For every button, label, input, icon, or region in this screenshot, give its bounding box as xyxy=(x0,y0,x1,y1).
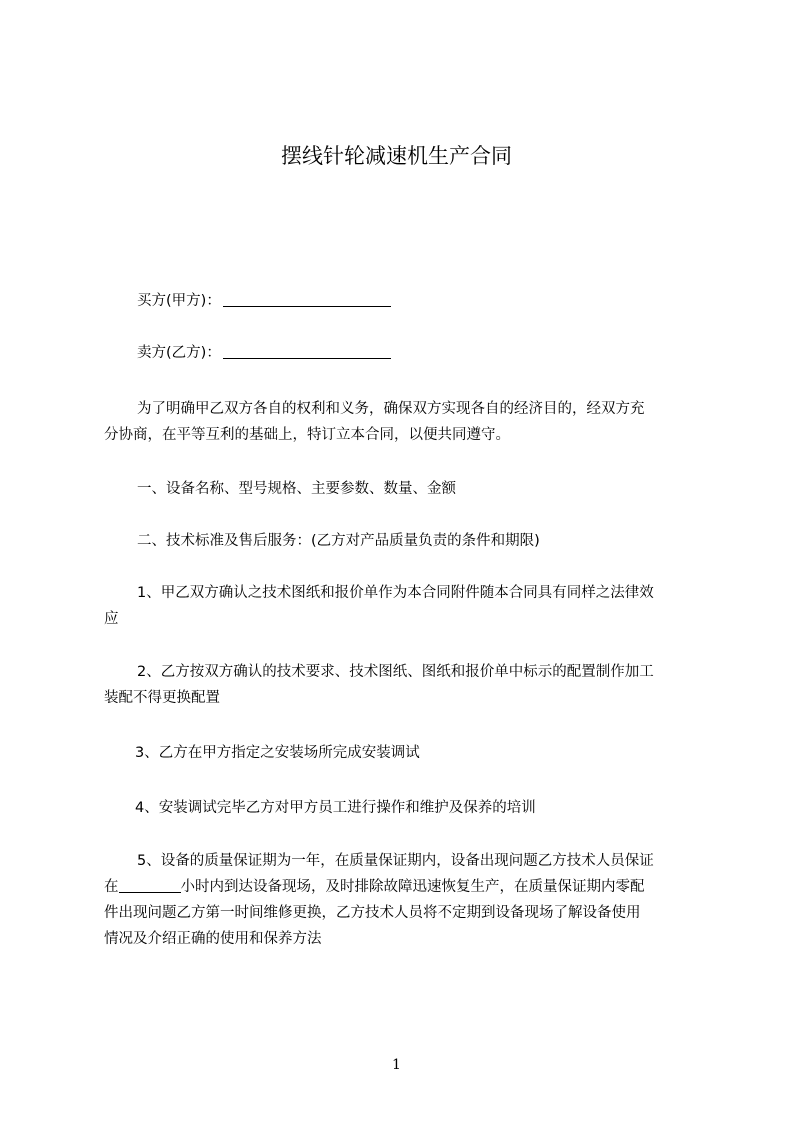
seller-blank[interactable] xyxy=(223,342,391,359)
item-5-line-1: 5、设备的质量保证期为一年，在质量保证期内，设备出现问题乙方技术人员保证 xyxy=(137,853,654,869)
section-1-heading: 一、设备名称、型号规格、主要参数、数量、金额 xyxy=(137,481,456,497)
seller-label: 卖方(乙方)： xyxy=(137,345,221,361)
item-4-line: 4、安装调试完毕乙方对甲方员工进行操作和维护及保养的培训 xyxy=(135,800,536,816)
section-2-heading: 二、技术标准及售后服务：(乙方对产品质量负责的条件和期限) xyxy=(137,533,540,549)
buyer-blank[interactable] xyxy=(223,290,391,307)
document-title: 摆线针轮减速机生产合同 xyxy=(281,144,512,168)
buyer-label: 买方(甲方)： xyxy=(137,293,221,309)
item-1-line-2: 应 xyxy=(104,611,119,627)
item-5-line-4: 情况及介绍正确的使用和保养方法 xyxy=(104,931,322,947)
item-5-line-3: 件出现问题乙方第一时间维修更换，乙方技术人员将不定期到设备现场了解设备使用 xyxy=(104,905,641,921)
page-number: 1 xyxy=(392,1057,401,1073)
item-2-line-1: 2、乙方按双方确认的技术要求、技术图纸、图纸和报价单中标示的配置制作加工 xyxy=(137,664,654,680)
item-2-paragraph xyxy=(104,659,714,711)
item-1-paragraph xyxy=(104,580,714,632)
item-5-line-2-prefix: 在 xyxy=(104,879,119,895)
item-5-line-2 xyxy=(104,874,714,900)
item-2-line-2: 装配不得更换配置 xyxy=(104,690,220,706)
item-3-line: 3、乙方在甲方指定之安装场所完成安装调试 xyxy=(135,745,420,761)
item-5-paragraph xyxy=(104,848,714,952)
hours-blank[interactable] xyxy=(119,876,181,893)
intro-line-1: 为了明确甲乙双方各自的权利和义务，确保双方实现各自的经济目的，经双方充 xyxy=(137,401,645,417)
buyer-line xyxy=(137,288,747,314)
seller-line xyxy=(137,340,747,366)
intro-line-2: 分协商，在平等互利的基础上，特订立本合同，以便共同遵守。 xyxy=(104,427,510,443)
intro-paragraph xyxy=(104,396,714,448)
item-5-line-2-suffix: 小时内到达设备现场，及时排除故障迅速恢复生产，在质量保证期内零配 xyxy=(180,879,645,895)
item-1-line-1: 1、甲乙双方确认之技术图纸和报价单作为本合同附件随本合同具有同样之法律效 xyxy=(137,585,654,601)
